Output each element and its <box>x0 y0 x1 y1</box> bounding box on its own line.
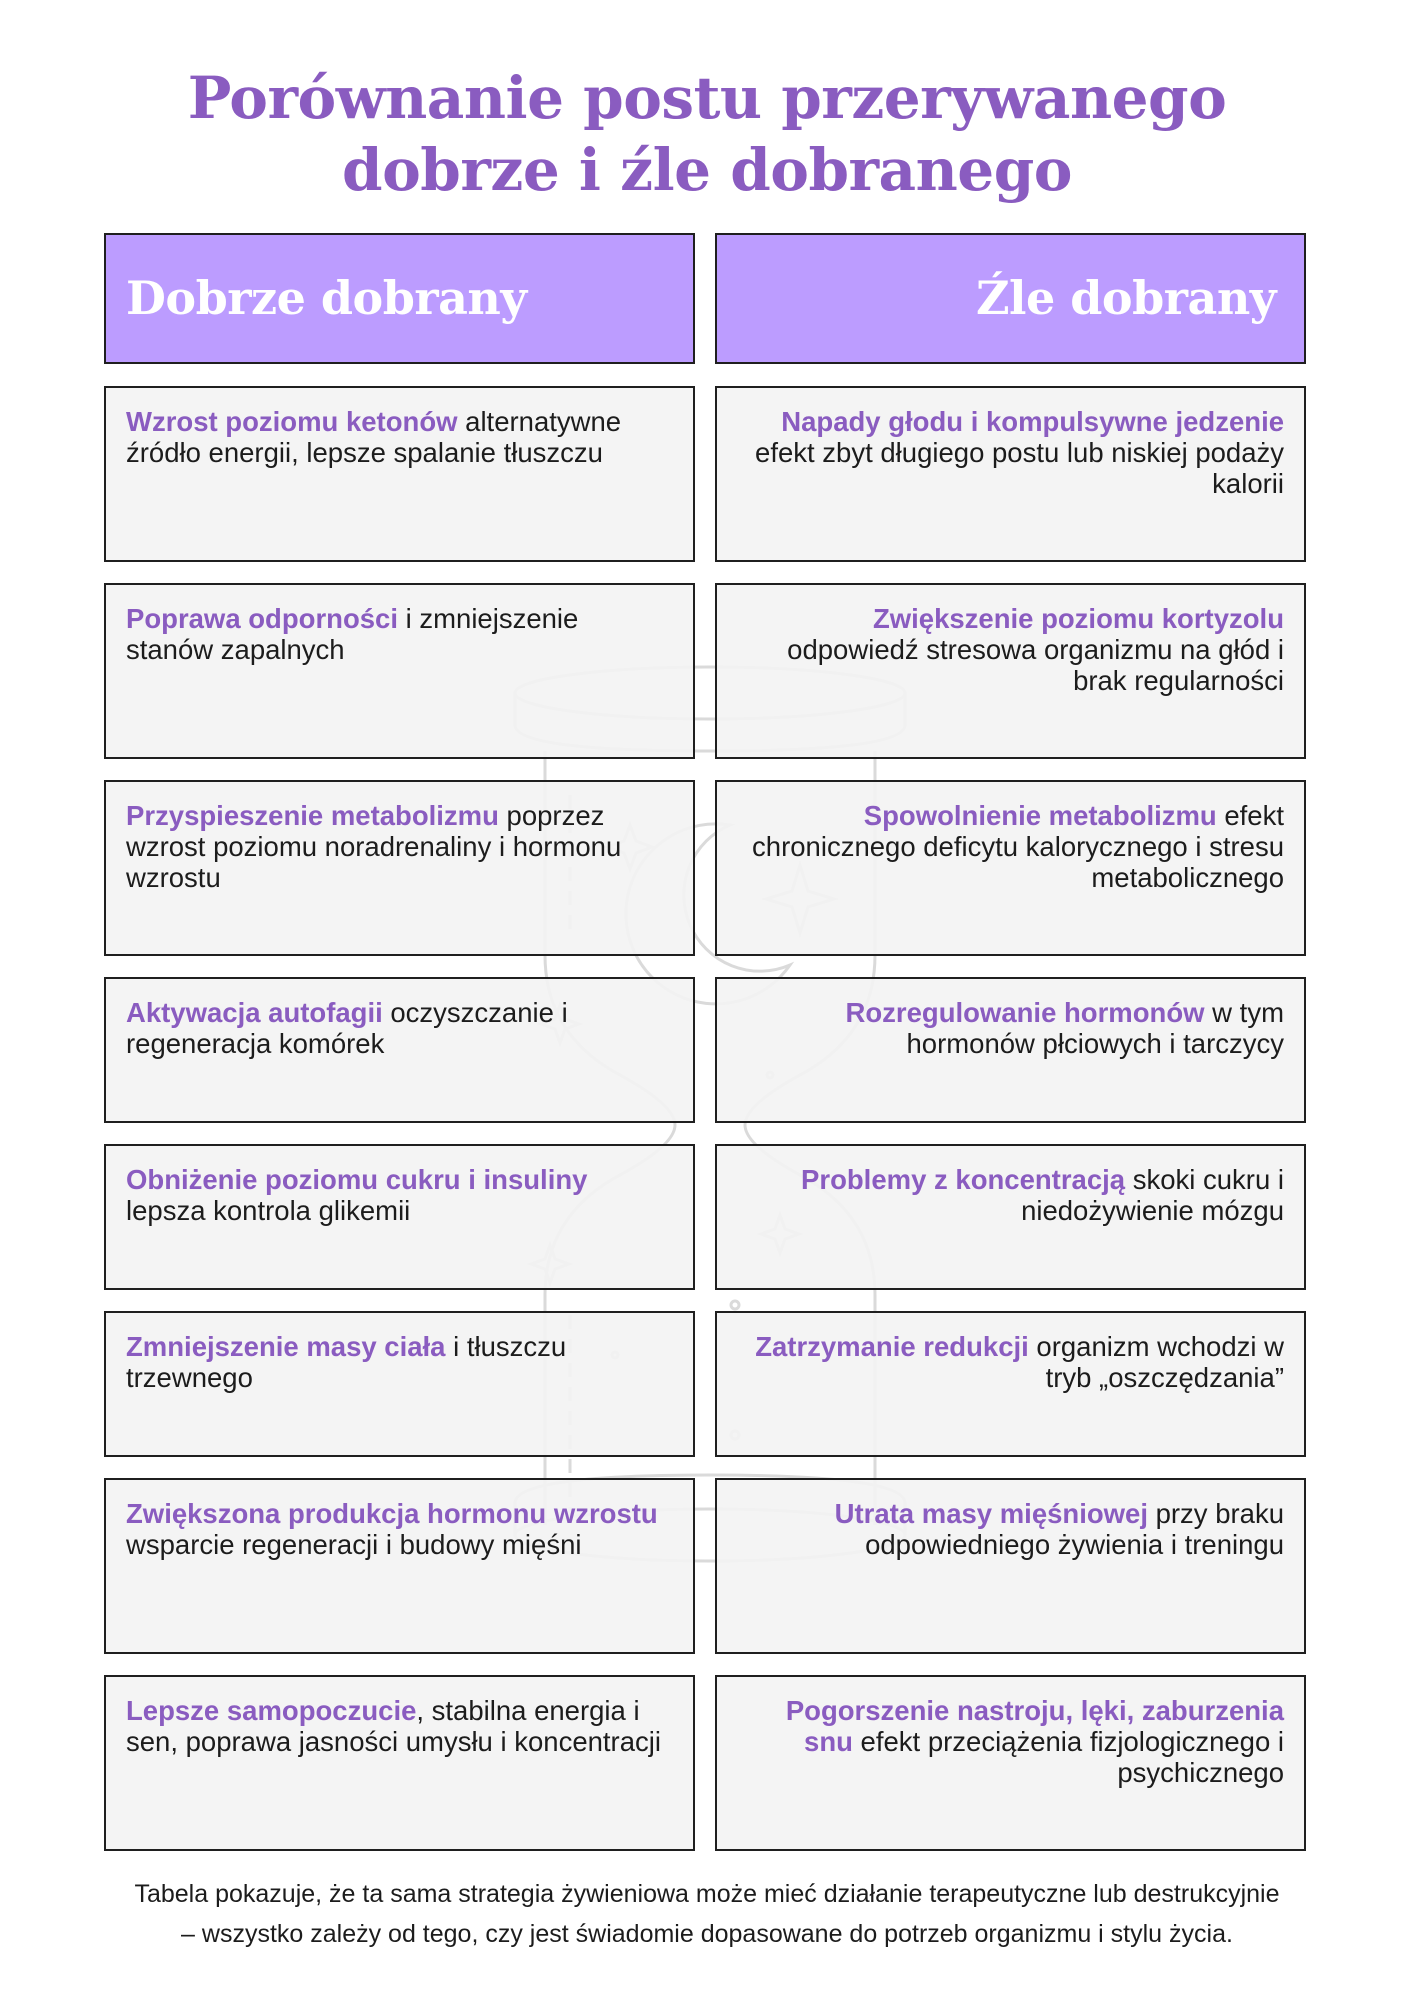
risk-description: efekt chronicznego deficytu kalorycznego i stresu metabolicznego <box>752 800 1284 893</box>
risk-title: Problemy z koncentracją <box>801 1164 1126 1195</box>
risk-title: Pogorszenie nastroju, lęki, zaburzenia snu <box>785 1695 1284 1757</box>
risk-card <box>715 977 1306 1123</box>
footer-line-2: – wszystko zależy od tego, czy jest świadomie dopasowane do potrzeb organizmu i stylu życia. <box>181 1920 1233 1948</box>
benefit-card <box>104 583 695 759</box>
title-line-1: Porównanie postu przerywanego <box>187 64 1227 132</box>
benefit-description: wsparcie regeneracji i budowy mięśni <box>126 1529 582 1560</box>
page-title <box>0 62 1414 206</box>
header-well-chosen: Dobrze dobrany <box>104 233 695 364</box>
risk-description: efekt przeciążenia fizjologicznego i psychicznego <box>852 1726 1284 1788</box>
footer-note <box>0 1874 1414 1954</box>
risk-title: Zwiększenie poziomu kortyzolu <box>872 603 1284 634</box>
risk-card <box>715 1675 1306 1851</box>
benefit-title: Zmniejszenie masy ciała <box>126 1331 446 1362</box>
risk-title: Rozregulowanie hormonów <box>845 997 1205 1028</box>
benefit-title: Zwiększona produkcja hormonu wzrostu <box>126 1498 658 1529</box>
benefit-description: oczyszczanie i regeneracja komórek <box>126 997 568 1059</box>
benefit-description: i zmniejszenie stanów zapalnych <box>126 603 579 665</box>
benefit-title: Wzrost poziomu ketonów <box>126 406 458 437</box>
benefit-card <box>104 1675 695 1851</box>
benefit-description: poprzez wzrost poziomu noradrenaliny i hormonu wzrostu <box>126 800 622 893</box>
risk-description: odpowiedź stresowa organizmu na głód i brak regularności <box>787 634 1284 696</box>
benefit-card <box>104 1311 695 1457</box>
risk-title: Napady głodu i kompulsywne jedzenie <box>781 406 1284 437</box>
risk-description: przy braku odpowiedniego żywienia i treningu <box>865 1498 1284 1560</box>
risk-title: Utrata masy mięśniowej <box>834 1498 1148 1529</box>
risk-card <box>715 583 1306 759</box>
benefit-title: Lepsze samopoczucie <box>126 1695 417 1726</box>
risk-card <box>715 1478 1306 1654</box>
header-poorly-chosen: Źle dobrany <box>715 233 1306 364</box>
risk-title: Spowolnienie metabolizmu <box>863 800 1217 831</box>
benefit-card <box>104 1478 695 1654</box>
risk-description: organizm wchodzi w tryb „oszczędzania” <box>1028 1331 1284 1393</box>
benefit-card <box>104 1144 695 1290</box>
risk-title: Zatrzymanie redukcji <box>755 1331 1029 1362</box>
risk-description: skoki cukru i niedożywienie mózgu <box>1021 1164 1284 1226</box>
risk-description: w tym hormonów płciowych i tarczycy <box>906 997 1284 1059</box>
benefit-title: Przyspieszenie metabolizmu <box>126 800 499 831</box>
benefit-description: lepsza kontrola glikemii <box>126 1195 411 1226</box>
benefit-title: Obniżenie poziomu cukru i insuliny <box>126 1164 588 1195</box>
benefit-title: Aktywacja autofagii <box>126 997 383 1028</box>
risk-card <box>715 386 1306 562</box>
risk-card <box>715 1311 1306 1457</box>
footer-line-1: Tabela pokazuje, że ta sama strategia żywieniowa może mieć działanie terapeutyczne lub destrukcyjnie <box>134 1880 1280 1908</box>
risk-description: efekt zbyt długiego postu lub niskiej podaży kalorii <box>755 437 1284 499</box>
benefit-description: , stabilna energia i sen, poprawa jasności umysłu i koncentracji <box>126 1695 661 1757</box>
benefit-description: alternatywne źródło energii, lepsze spalanie tłuszczu <box>126 406 622 468</box>
risk-card <box>715 780 1306 956</box>
benefit-card <box>104 780 695 956</box>
title-line-2: dobrze i źle dobranego <box>342 136 1072 204</box>
benefit-description: i tłuszczu trzewnego <box>126 1331 567 1393</box>
benefit-card <box>104 386 695 562</box>
benefit-title: Poprawa odporności <box>126 603 398 634</box>
benefit-card <box>104 977 695 1123</box>
risk-card <box>715 1144 1306 1290</box>
